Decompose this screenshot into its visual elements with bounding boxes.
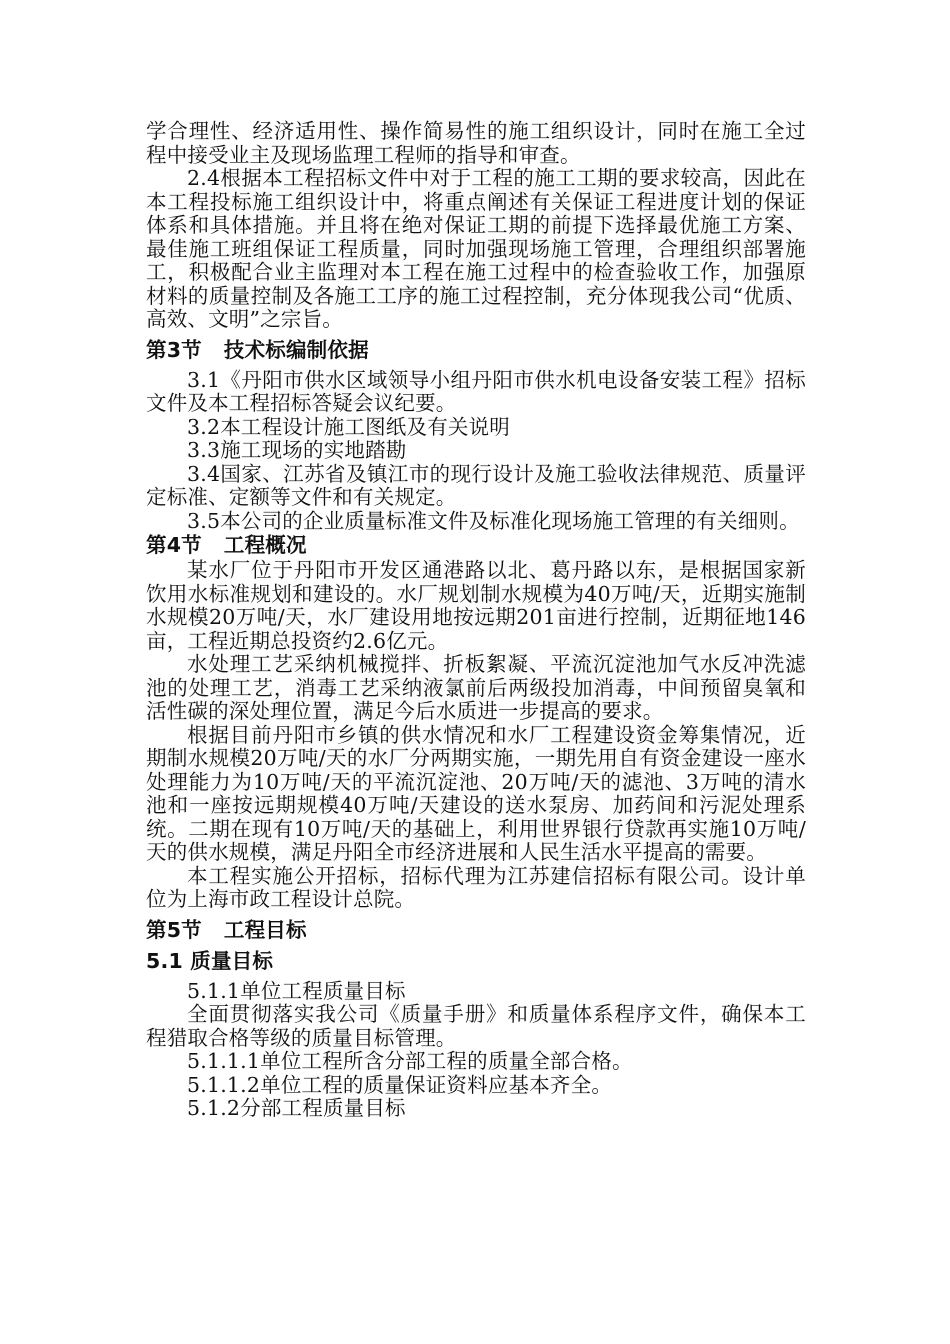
section-5-heading: 第5节 工程目标 bbox=[146, 917, 307, 942]
section-3-heading: 第3节 技术标编制依据 bbox=[146, 337, 369, 362]
paragraph-4-1: 某水厂位于丹阳市开发区通港路以北、葛丹路以东，是根据国家新饮用水标准规划和建设的。水厂规划制水规模为40万吨/天，近期实施制水规模20万吨/天，水厂建设用地按远期201亩进行控制，近期征地146亩，工程近期总投资约2.6亿元。 bbox=[146, 558, 806, 653]
paragraph-5-1-1-2: 5.1.1.2单位工程的质量保证资料应基本齐全。 bbox=[187, 1072, 613, 1097]
paragraph-5-1-1-text: 全面贯彻落实我公司《质量手册》和质量体系程序文件，确保本工程猎取合格等级的质量目标管理。 bbox=[146, 1002, 806, 1050]
paragraph-4-3: 根据目前丹阳市乡镇的供水情况和水厂工程建设资金筹集情况，近期制水规模20万吨/天的水厂分两期实施，一期先用自有资金建设一座水处理能力为10万吨/天的平流沉淀池、20万吨/天的滤池、3万吨的清水池和一座按远期规模40万吨/天建设的送水泵房、加药间和污泥处理系统。二期在现有10万吨/天的基础上，利用世界银行贷款再实施10万吨/天的供水规模，满足丹阳全市经济进展和人民生活水平提高的需要。 bbox=[146, 722, 806, 864]
paragraph-3-2: 3.2本工程设计施工图纸及有关说明 bbox=[187, 414, 511, 439]
paragraph-5-1-2: 5.1.2分部工程质量目标 bbox=[187, 1096, 406, 1120]
section-4-heading: 第4节 工程概况 bbox=[146, 533, 307, 557]
paragraph-4-2: 水处理工艺采纳机械搅拌、折板絮凝、平流沉淀池加气水反冲洗滤池的处理工艺，消毒工艺采纳液氯前后两级投加消毒，中间预留臭氧和活性碳的深处理位置，满足今后水质进一步提高的要求。 bbox=[146, 652, 806, 723]
paragraph-continuation: 学合理性、经济适用性、操作简易性的施工组织设计，同时在施工全过程中接受业主及现场监理工程师的指导和审查。 bbox=[146, 119, 806, 167]
paragraph-3-4: 3.4国家、江苏省及镇江市的现行设计及施工验收法律规范、质量评定标准、定额等文件和有关规定。 bbox=[146, 461, 806, 509]
paragraph-3-5: 3.5本公司的企业质量标准文件及标准化现场施工管理的有关细则。 bbox=[187, 508, 800, 533]
subsection-5-1-heading: 5.1 质量目标 bbox=[146, 948, 274, 973]
paragraph-3-3: 3.3施工现场的实地踏勘 bbox=[187, 438, 407, 462]
paragraph-5-1-1: 5.1.1单位工程质量目标 bbox=[187, 978, 406, 1003]
paragraph-2-4: 2.4根据本工程招标文件中对于工程的施工工期的要求较高，因此在本工程投标施工组织设计中，将重点阐述有关保证工程进度计划的保证体系和具体措施。并且将在绝对保证工期的前提下选择最优施工方案、最佳施工班组保证工程质量，同时加强现场施工管理，合理组织部署施工，积极配合业主监理对本工程在施工过程中的检查验收工作，加强原材料的质量控制及各施工工序的施工过程控制，充分体现我公司“优质、高效、文明”之宗旨。 bbox=[146, 166, 806, 331]
paragraph-4-4: 本工程实施公开招标，招标代理为江苏建信招标有限公司。设计单位为上海市政工程设计总院。 bbox=[146, 863, 806, 911]
paragraph-5-1-1-1: 5.1.1.1单位工程所含分部工程的质量全部合格。 bbox=[187, 1049, 633, 1073]
document-body bbox=[146, 120, 806, 1121]
paragraph-3-1: 3.1《丹阳市供水区域领导小组丹阳市供水机电设备安装工程》招标文件及本工程招标答疑会议纪要。 bbox=[146, 367, 806, 415]
